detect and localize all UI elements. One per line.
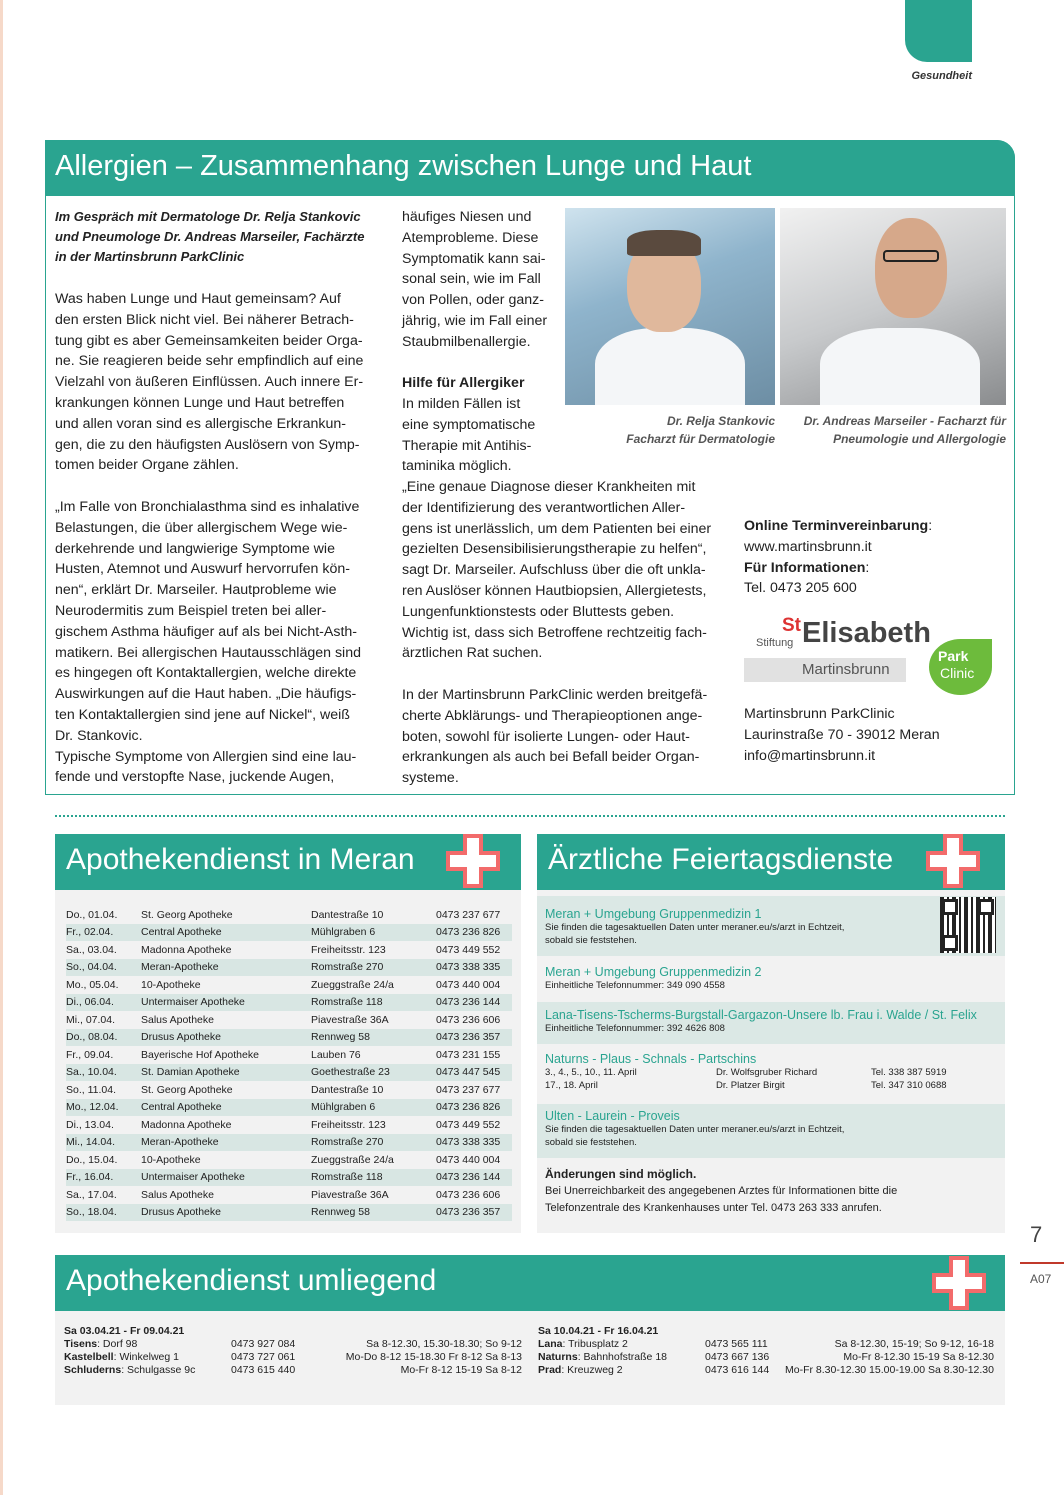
phone-cell: 0473 236 606 bbox=[436, 1013, 501, 1026]
date-cell: Mo., 05.04. bbox=[66, 978, 119, 991]
article-text-line: Typische Symptome von Allergien sind eine lau- bbox=[55, 748, 357, 765]
article-text-line: tung gibt es aber Gemeinsamkeiten beider Orga- bbox=[55, 332, 363, 349]
article-text-line: von Pollen, oder ganz- bbox=[402, 292, 544, 309]
article-text-line: matikern. Bei allergischen Hautausschlägen sind bbox=[55, 644, 361, 661]
table-row bbox=[66, 1081, 512, 1099]
article-text-line: sonal sein, wie im Fall bbox=[402, 271, 541, 288]
phone-cell: 0473 236 826 bbox=[436, 1099, 512, 1117]
address-cell: Rennweg 58 bbox=[311, 1204, 436, 1222]
phone-cell: 0473 440 004 bbox=[436, 978, 501, 991]
article-text-line: erkrankungen als auch bei Befall beider Organ- bbox=[402, 749, 700, 766]
pharmacy-cross-icon bbox=[932, 1256, 986, 1310]
article-text-line: und allen voran sind es allergische Erkrankun- bbox=[55, 415, 347, 432]
date-cell: Sa., 03.04. bbox=[66, 943, 117, 956]
phone-cell: 0473 236 826 bbox=[436, 924, 512, 942]
qr-code-icon[interactable] bbox=[940, 897, 996, 953]
phone-cell: 0473 338 335 bbox=[436, 959, 512, 977]
pharmacy-cell: Madonna Apotheke bbox=[141, 943, 232, 956]
intro-line: und Pneumologe Dr. Andreas Marseiler, Fachärzte bbox=[55, 229, 365, 244]
pharmacy-cell: Madonna Apotheke bbox=[141, 1118, 232, 1131]
address-cell: Freiheitsstr. 123 bbox=[311, 1118, 386, 1131]
article-text-line: Dr. Stankovic. bbox=[55, 727, 143, 744]
date-cell: Mi., 07.04. bbox=[66, 1013, 116, 1026]
table-row bbox=[66, 906, 512, 924]
article-text-line: gischem Asthma häufiger auf als bei Nicht-Asth- bbox=[55, 623, 358, 640]
date-cell: Di., 13.04. bbox=[66, 1118, 114, 1131]
article-text-line: Was haben Lunge und Haut gemeinsam? Auf bbox=[55, 291, 341, 307]
apotheke-meran-title: Apothekendienst in Meran bbox=[66, 843, 415, 876]
article-text-line: derkehrende und langwierige Symptome wie bbox=[55, 540, 335, 557]
address-cell: Freiheitsstr. 123 bbox=[311, 943, 386, 956]
article-text-line: Therapie mit Antihis- bbox=[402, 437, 532, 454]
contact-phone: Tel. 0473 205 600 bbox=[744, 580, 857, 597]
article-text-line: sagt Dr. Marseiler. Aufschluss über die oft unkla- bbox=[402, 562, 706, 579]
address-cell: Romstraße 118 bbox=[311, 1169, 436, 1187]
date-cell: So., 04.04. bbox=[66, 959, 141, 977]
pharmacy-cell: Drusus Apotheke bbox=[141, 1204, 311, 1222]
article-text-line: „Eine genaue Diagnose dieser Krankheiten mit bbox=[402, 479, 696, 495]
date-cell: Mi., 14.04. bbox=[66, 1134, 141, 1152]
phone-cell: 0473 237 677 bbox=[436, 908, 501, 921]
table-row bbox=[66, 1029, 512, 1047]
phone-cell: 0473 236 357 bbox=[436, 1029, 512, 1047]
feiertag-group-1: Meran + Umgebung Gruppenmedizin 1 Sie finden die tagesaktuellen Daten unter meraner.eu/s/arzt in Echtzeit, sobald sie feststehen. bbox=[537, 896, 1005, 956]
date-cell: Do., 08.04. bbox=[66, 1029, 141, 1047]
table-row bbox=[66, 1116, 512, 1134]
pharmacy-cell: Meran-Apotheke bbox=[141, 959, 311, 977]
section-label: Gesundheit bbox=[911, 70, 972, 82]
article-text-line: ten Kontaktallergien sind jene auf Nickel“, weiß bbox=[55, 706, 350, 723]
divider bbox=[55, 815, 1005, 817]
date-cell: Fr., 16.04. bbox=[66, 1169, 141, 1187]
article-text-line: Vielzahl von äußeren Einflüssen. Auch innere Er- bbox=[55, 374, 364, 391]
pharmacy-cell: Salus Apotheke bbox=[141, 1188, 214, 1201]
date-cell: So., 11.04. bbox=[66, 1083, 117, 1096]
pharmacy-cross-icon bbox=[446, 834, 500, 888]
address-cell: Romstraße 270 bbox=[311, 959, 436, 977]
article-text-line: der Identifizierung des verantwortlichen Aller- bbox=[402, 499, 686, 516]
list-item: Prad: Kreuzweg 2 0473 616 144 Mo-Fr 8.30-12.30 15.00-19.00 Sa 8.30-12.30 bbox=[538, 1364, 994, 1376]
article-text-line: In der Martinsbrunn ParkClinic werden breitgefä- bbox=[402, 686, 708, 703]
pharmacy-cell: 10-Apotheke bbox=[141, 1153, 201, 1166]
address-cell: Mühlgraben 6 bbox=[311, 1099, 436, 1117]
phone-cell: 0473 338 335 bbox=[436, 1134, 512, 1152]
article-text-line: jährig, wie im Fall einer bbox=[402, 312, 548, 329]
article-text-line: krankungen können Lunge und Haut betreffen bbox=[55, 394, 345, 411]
table-row bbox=[66, 1186, 512, 1204]
list-item: Naturns: Bahnhofstraße 18 0473 667 136 Mo-Fr 8-12.30 15-19 Sa 8-12.30 bbox=[538, 1351, 994, 1363]
list-item: Schluderns: Schulgasse 9c 0473 615 440 Mo-Fr 8-12 15-19 Sa 8-12 bbox=[64, 1364, 522, 1376]
article-title: Allergien – Zusammenhang zwischen Lunge und Haut bbox=[55, 150, 752, 182]
article-text-line: ärztlichen Rat suchen. bbox=[402, 645, 543, 662]
table-row bbox=[66, 1204, 512, 1222]
article-intro bbox=[55, 207, 390, 267]
photo-caption-2: Dr. Andreas Marseiler - Facharzt für Pneumologie und Allergologie bbox=[803, 414, 1006, 446]
table-row bbox=[66, 1011, 512, 1029]
contact-url[interactable]: www.martinsbrunn.it bbox=[744, 538, 872, 555]
article-text-line: häufiges Niesen und bbox=[402, 209, 532, 225]
article-text-line: gezielten Desensibilisierungstherapie zu helfen“, bbox=[402, 541, 707, 558]
pharmacy-cell: Untermaiser Apotheke bbox=[141, 994, 311, 1012]
pharmacy-cell: Untermaiser Apotheke bbox=[141, 1169, 311, 1187]
article-text-line: systeme. bbox=[402, 770, 459, 787]
section-tab bbox=[905, 0, 972, 62]
date-cell: Do., 15.04. bbox=[66, 1153, 118, 1166]
intro-line: Im Gespräch mit Dermatologe Dr. Relja Stankovic bbox=[55, 209, 361, 224]
stiftung-elisabeth-logo: Stiftung St Elisabeth Martinsbrunn Park Clinic bbox=[744, 615, 1004, 695]
article-text-line: cherte Abklärungs- und Therapieoptionen ange- bbox=[402, 707, 703, 724]
address-cell: Romstraße 118 bbox=[311, 994, 436, 1012]
page-number: 7 bbox=[1030, 1222, 1043, 1247]
address-cell: Lauben 76 bbox=[311, 1048, 361, 1061]
date-cell: Di., 06.04. bbox=[66, 994, 141, 1012]
article-text-line: Neurodermitis zum Beispiel treten bei aller- bbox=[55, 602, 327, 619]
address-cell: Piavestraße 36A bbox=[311, 1013, 389, 1026]
date-cell: Fr., 09.04. bbox=[66, 1048, 114, 1061]
article-text-line: ne. Sie reagieren beide sehr empfindlich auf eine bbox=[55, 353, 364, 370]
medical-cross-icon bbox=[926, 834, 980, 888]
phone-cell: 0473 236 144 bbox=[436, 994, 512, 1012]
table-row bbox=[66, 1099, 512, 1117]
article-text-line: eine symptomatische bbox=[402, 416, 536, 433]
pharmacy-cell: St. Georg Apotheke bbox=[141, 1083, 233, 1096]
article-text-line: nen“, erklärt Dr. Marseiler. Hautprobleme wie bbox=[55, 582, 337, 599]
apotheke-meran-table bbox=[66, 906, 512, 1221]
article-text-line: In milden Fällen ist bbox=[402, 396, 521, 412]
date-cell: Sa., 17.04. bbox=[66, 1188, 117, 1201]
pharmacy-cell: Central Apotheke bbox=[141, 924, 311, 942]
umliegend-title: Apothekendienst umliegend bbox=[66, 1264, 437, 1297]
article-text-line: Belastungen, die über allergischem Wege wie- bbox=[55, 519, 348, 536]
article-text-line: Auswirkungen auf die Haut haben. „Die häufigs- bbox=[55, 686, 357, 703]
phone-cell: 0473 236 144 bbox=[436, 1169, 512, 1187]
article-text-line bbox=[402, 664, 737, 685]
article-text-line: gens ist unerlässlich, um dem Patienten bei einer bbox=[402, 520, 712, 537]
pharmacy-cell: Drusus Apotheke bbox=[141, 1029, 311, 1047]
article-subhead: Hilfe für Allergiker bbox=[402, 375, 525, 391]
phone-cell: 0473 236 357 bbox=[436, 1204, 512, 1222]
feiertag-group-2: Meran + Umgebung Gruppenmedizin 2 Einheitliche Telefonnummer: 349 090 4558 bbox=[545, 965, 762, 991]
photo-caption-1: Dr. Relja Stankovic Facharzt für Dermatologie bbox=[626, 414, 775, 446]
list-item: Kastelbell: Winkelweg 1 0473 727 061 Mo-Do 8-12 15-18.30 Fr 8-12 Sa 8-13 bbox=[64, 1351, 522, 1363]
address-cell: Dantestraße 10 bbox=[311, 908, 384, 921]
article-text-line bbox=[55, 476, 395, 497]
pharmacy-cell: Bayerische Hof Apotheke bbox=[141, 1048, 259, 1061]
contact-email[interactable]: info@martinsbrunn.it bbox=[744, 747, 876, 764]
phone-cell: 0473 449 552 bbox=[436, 1118, 501, 1131]
page-edge-stripe bbox=[0, 0, 3, 1495]
phone-cell: 0473 449 552 bbox=[436, 943, 501, 956]
article-text-line: den ersten Blick nicht viel. Bei näherer Betrach- bbox=[55, 311, 354, 328]
date-cell: Fr., 02.04. bbox=[66, 924, 141, 942]
article-text-line: taminika möglich. bbox=[402, 458, 512, 475]
phone-cell: 0473 237 677 bbox=[436, 1083, 501, 1096]
article-column-2-top bbox=[402, 207, 567, 353]
article-text-line: Atemprobleme. Diese bbox=[402, 229, 539, 246]
table-row bbox=[66, 1151, 512, 1169]
umliegend-week-2: Sa 10.04.21 - Fr 16.04.21 Lana: Tribusplatz 2 0473 565 111 Sa 8-12.30, 15-19; So 9-12, 16-18 Naturns: Bahnhofstraße 18 0473 667 136 Mo-Fr 8-12.30 15-19 Sa 8-12.30 Prad: Kreuzweg 2 0473 616 144 Mo-Fr 8.30-12.30 15.00-19.00 Sa 8.30-12.30 bbox=[538, 1325, 994, 1376]
article-text-line: tomen beider Organe zählen. bbox=[55, 457, 239, 474]
pharmacy-cell: St. Georg Apotheke bbox=[141, 908, 233, 921]
address-cell: Piavestraße 36A bbox=[311, 1188, 389, 1201]
date-cell: Mo., 12.04. bbox=[66, 1099, 141, 1117]
page-number-rule bbox=[1020, 1262, 1064, 1264]
article-text-line: ren Auslöser können Hautbiopsien, Allergietests, bbox=[402, 582, 707, 599]
table-row bbox=[66, 1134, 512, 1152]
article-text-line: Symptomatik kann sai- bbox=[402, 250, 546, 267]
table-row bbox=[66, 1169, 512, 1187]
list-item: Tisens: Dorf 98 0473 927 084 Sa 8-12.30, 15.30-18.30; So 9-12 bbox=[64, 1338, 522, 1350]
table-row bbox=[66, 994, 512, 1012]
table-row bbox=[66, 941, 512, 959]
address-cell: Mühlgraben 6 bbox=[311, 924, 436, 942]
article-text-line: „Im Falle von Bronchialasthma sind es inhalative bbox=[55, 498, 360, 515]
phone-cell: 0473 447 545 bbox=[436, 1064, 512, 1082]
address-cell: Romstraße 270 bbox=[311, 1134, 436, 1152]
article-text-line: Staubmilbenallergie. bbox=[402, 333, 531, 350]
article-text-line: es hingegen oft Kontaktallergien, welche direkte bbox=[55, 665, 357, 682]
article-column-2-mid bbox=[402, 394, 567, 477]
article-text-line: fende und verstopfte Nase, juckende Augen, bbox=[55, 769, 335, 786]
pharmacy-cell: St. Damian Apotheke bbox=[141, 1064, 311, 1082]
table-row bbox=[66, 959, 512, 977]
page-code: A07 bbox=[1030, 1272, 1052, 1286]
article-column-2-bottom bbox=[402, 477, 737, 789]
table-row bbox=[66, 924, 512, 942]
intro-line: in der Martinsbrunn ParkClinic bbox=[55, 249, 245, 264]
clinic-address: Martinsbrunn ParkClinic Laurinstraße 70 - 39012 Meran info@martinsbrunn.it bbox=[744, 704, 1009, 766]
address-cell: Goethestraße 23 bbox=[311, 1064, 436, 1082]
article-text-line: gen, die zu den häufigsten Auslösern von Symp- bbox=[55, 436, 360, 453]
feiertag-group-5: Ulten - Laurein - Proveis Sie finden die tagesaktuellen Daten unter meraner.eu/s/arzt in Echtzeit, sobald sie feststehen. bbox=[537, 1104, 1005, 1158]
phone-cell: 0473 231 155 bbox=[436, 1048, 501, 1061]
date-cell: Sa., 10.04. bbox=[66, 1064, 141, 1082]
article-text-line: Wichtig ist, dass sich Betroffene rechtzeitig fach- bbox=[402, 624, 707, 641]
address-cell: Zueggstraße 24/a bbox=[311, 1153, 394, 1166]
table-row bbox=[66, 1064, 512, 1082]
date-cell: So., 18.04. bbox=[66, 1204, 141, 1222]
contact-block: Online Terminvereinbarung: www.martinsbrunn.it Für Informationen: Tel. 0473 205 600 bbox=[744, 516, 1009, 599]
article-text-line: Husten, Atemnot und Auswurf hervorrufen kön- bbox=[55, 561, 350, 578]
address-cell: Rennweg 58 bbox=[311, 1029, 436, 1047]
article-column-1 bbox=[55, 289, 395, 788]
table-row bbox=[66, 976, 512, 994]
doctor-photo-marseiler bbox=[780, 208, 1006, 405]
address-cell: Dantestraße 10 bbox=[311, 1083, 384, 1096]
date-cell: Do., 01.04. bbox=[66, 908, 118, 921]
table-row bbox=[66, 1046, 512, 1064]
phone-cell: 0473 236 606 bbox=[436, 1188, 501, 1201]
feiertag-title: Ärztliche Feiertagsdienste bbox=[548, 843, 894, 876]
phone-cell: 0473 440 004 bbox=[436, 1153, 501, 1166]
article-text-line: boten, sowohl für isolierte Lungen- oder Haut- bbox=[402, 728, 690, 745]
pharmacy-cell: Meran-Apotheke bbox=[141, 1134, 311, 1152]
umliegend-week-1: Sa 03.04.21 - Fr 09.04.21 Tisens: Dorf 98 0473 927 084 Sa 8-12.30, 15.30-18.30; So 9-12 Kastelbell: Winkelweg 1 0473 727 061 Mo-Do 8-12 15-18.30 Fr 8-12 Sa 8-13 Schluderns: Schulgasse 9c 0473 615 440 Mo-Fr 8-12 15-19 Sa 8-12 bbox=[64, 1325, 522, 1376]
list-item: Lana: Tribusplatz 2 0473 565 111 Sa 8-12.30, 15-19; So 9-12, 16-18 bbox=[538, 1338, 994, 1350]
feiertag-group-3: Lana-Tisens-Tscherms-Burgstall-Gargazon-Unsere lb. Frau i. Walde / St. Felix Einheitliche Telefonnummer: 392 4626 808 bbox=[537, 1002, 1005, 1044]
pharmacy-cell: 10-Apotheke bbox=[141, 978, 201, 991]
article-text-line: Lungenfunktionstests oder Bluttests geben. bbox=[402, 603, 675, 620]
address-cell: Zueggstraße 24/a bbox=[311, 978, 394, 991]
pharmacy-cell: Salus Apotheke bbox=[141, 1013, 214, 1026]
feiertag-note: Änderungen sind möglich. Bei Unerreichbarkeit des angegebenen Arztes für Informationen bitte die Telefonzentrale des Krankenhauses unter Tel. 0473 263 333 anrufen. bbox=[545, 1167, 898, 1214]
feiertag-group-4: Naturns - Plaus - Schnals - Partschins 3., 4., 5., 10., 11. April Dr. Wolfsgruber Richard Tel. 338 387 5919 17., 18. April Dr. Platzer Birgit Tel. 347 310 0688 bbox=[545, 1052, 947, 1091]
pharmacy-cell: Central Apotheke bbox=[141, 1099, 311, 1117]
doctor-photo-stankovic bbox=[565, 208, 775, 405]
